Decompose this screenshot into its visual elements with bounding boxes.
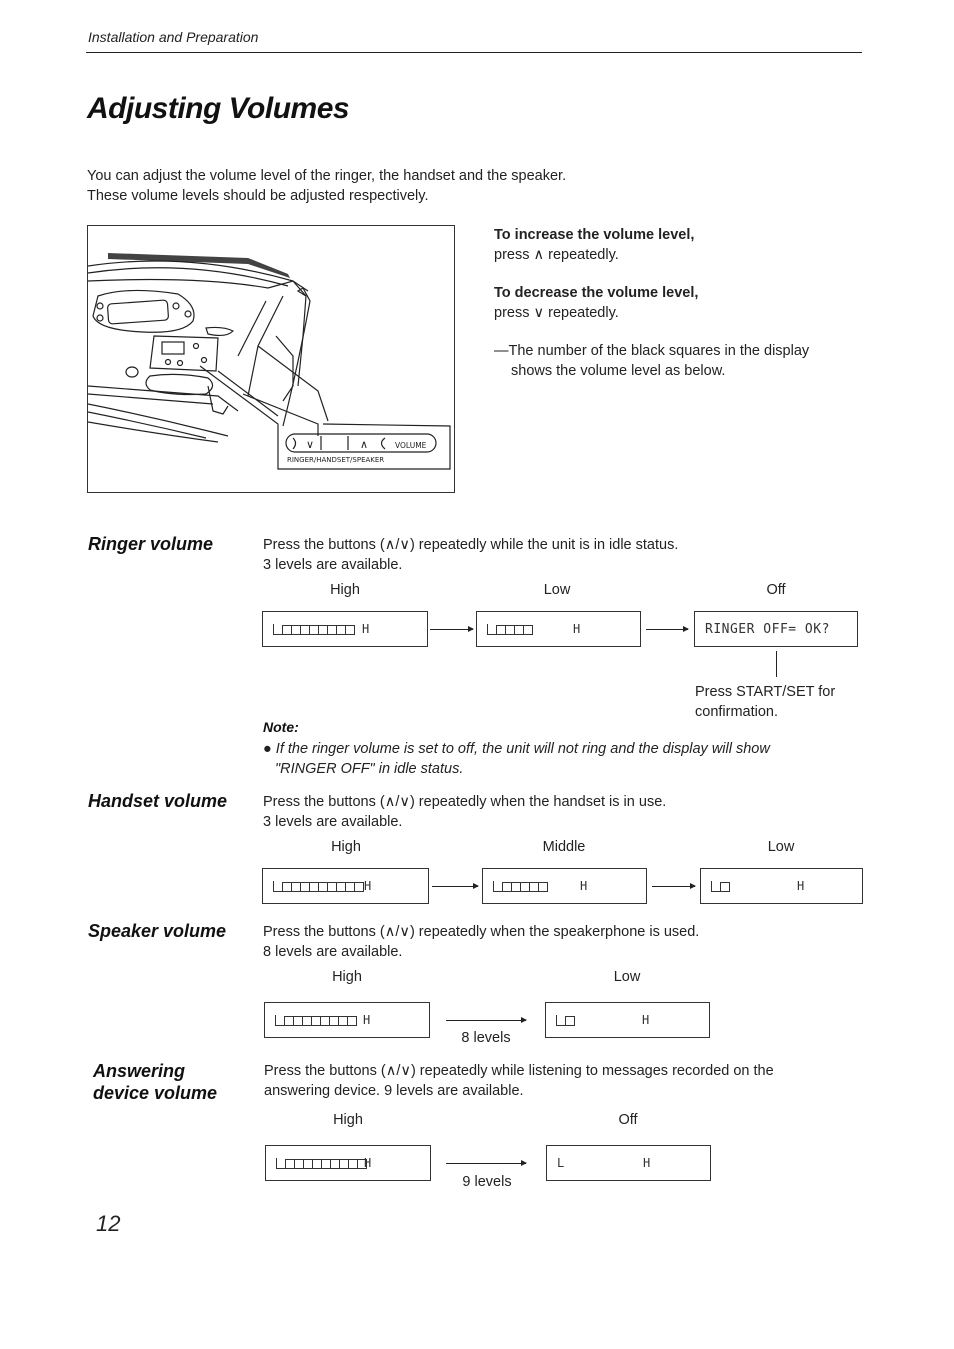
answering-line-2: answering device. 9 levels are available. — [264, 1082, 524, 1099]
answering-display-high — [265, 1145, 431, 1181]
ringer-display-low — [476, 611, 641, 647]
ringer-display-off — [694, 611, 858, 647]
speaker-label-low: Low — [613, 969, 641, 985]
page-number: 12 — [96, 1211, 121, 1236]
display-h: H — [643, 1156, 651, 1170]
handset-label-high: High — [331, 839, 361, 855]
arrow-icon — [446, 1020, 526, 1021]
note-line-2: "RINGER OFF" in idle status. — [275, 760, 464, 777]
answering-description — [264, 1062, 864, 1101]
answering-line-1: Press the buttons (∧/∨) repeatedly while listening to messages recorded on the — [264, 1063, 774, 1079]
decrease-title: To decrease the volume level, — [494, 285, 699, 301]
handset-display-middle — [482, 868, 647, 904]
arrow-icon — [432, 886, 478, 887]
speaker-label-high: High — [332, 969, 362, 985]
volume-bar — [556, 1013, 575, 1027]
handset-description — [263, 793, 863, 832]
increase-text: press ∧ repeatedly. — [494, 246, 619, 263]
speaker-line-1: Press the buttons (∧/∨) repeatedly when the speakerphone is used. — [263, 924, 700, 940]
answering-heading-line-2: device volume — [93, 1083, 218, 1103]
display-h: H — [362, 622, 370, 636]
volume-bar — [275, 1013, 357, 1027]
panel-caption: RINGER/HANDSET/SPEAKER — [287, 456, 385, 464]
answering-label-high: High — [333, 1112, 363, 1128]
running-header: Installation and Preparation — [88, 29, 259, 45]
ringer-off-text: RINGER OFF= OK? — [705, 622, 830, 637]
confirm-text — [695, 683, 835, 722]
answering-label-off: Off — [618, 1112, 638, 1128]
volume-bar — [273, 622, 355, 636]
note-line-1: ● If the ringer volume is set to off, the unit will not ring and the display will show — [263, 741, 770, 757]
speaker-heading: Speaker volume — [88, 921, 227, 941]
ringer-line-2: 3 levels are available. — [263, 556, 403, 573]
volume-instructions — [494, 226, 864, 381]
display-h: H — [797, 879, 805, 893]
speaker-display-low — [545, 1002, 710, 1038]
speaker-line-2: 8 levels are available. — [263, 943, 403, 960]
increase-title: To increase the volume level, — [494, 227, 695, 243]
ringer-label-low: Low — [543, 582, 571, 598]
speaker-display-high — [264, 1002, 430, 1038]
speaker-levels: 8 levels — [461, 1030, 511, 1046]
handset-heading: Handset volume — [88, 791, 228, 811]
volume-bar — [487, 622, 533, 636]
intro-line-2: These volume levels should be adjusted respectively. — [87, 187, 429, 204]
handset-display-low — [700, 868, 863, 904]
confirm-line-1: Press START/SET for — [695, 684, 836, 700]
volume-bar — [711, 879, 730, 893]
display-h: H — [642, 1013, 650, 1027]
display-h: H — [573, 622, 581, 636]
arrow-icon — [652, 886, 695, 887]
ringer-display-high — [262, 611, 428, 647]
handset-label-low: Low — [767, 839, 795, 855]
display-h: H — [363, 1013, 371, 1027]
handset-line-1: Press the buttons (∧/∨) repeatedly when the handset is in use. — [263, 794, 667, 810]
header-rule — [86, 52, 862, 53]
display-l: L — [557, 1156, 565, 1170]
ringer-heading: Ringer volume — [88, 534, 214, 554]
display-h: H — [364, 1156, 372, 1170]
connector-line — [776, 651, 777, 677]
answering-display-off — [546, 1145, 711, 1181]
confirm-line-2: confirmation. — [695, 703, 779, 720]
squares-line-1: —The number of the black squares in the display — [494, 343, 810, 359]
display-h: H — [580, 879, 588, 893]
note-body — [263, 740, 843, 779]
volume-bar — [276, 1156, 367, 1170]
intro-line-1: You can adjust the volume level of the ringer, the handset and the speaker. — [87, 168, 567, 184]
ringer-line-1: Press the buttons (∧/∨) repeatedly while the unit is in idle status. — [263, 537, 679, 553]
arrow-icon — [646, 629, 688, 630]
volume-bar — [493, 879, 548, 893]
volume-panel-label: VOLUME — [395, 441, 427, 450]
volume-bar — [273, 879, 364, 893]
answering-heading-line-1: Answering — [93, 1061, 186, 1081]
answering-levels: 9 levels — [462, 1174, 512, 1190]
speaker-description — [263, 923, 863, 962]
answering-heading — [93, 1060, 217, 1104]
ringer-label-high: High — [330, 582, 360, 598]
ringer-description — [263, 536, 863, 575]
page-title: Adjusting Volumes — [87, 92, 350, 125]
note-title: Note: — [263, 719, 299, 735]
fax-unit-illustration — [87, 225, 455, 493]
ringer-label-off: Off — [766, 582, 786, 598]
handset-line-2: 3 levels are available. — [263, 813, 403, 830]
handset-display-high — [262, 868, 429, 904]
intro-paragraph — [87, 167, 566, 206]
arrow-icon — [446, 1163, 526, 1164]
volume-up-key: ∧ — [359, 438, 369, 451]
handset-label-middle: Middle — [542, 839, 586, 855]
volume-down-key: ∨ — [305, 438, 315, 451]
display-h: H — [364, 879, 372, 893]
squares-line-2: shows the volume level as below. — [511, 362, 726, 379]
fax-unit-drawing — [88, 226, 455, 493]
arrow-icon — [430, 629, 473, 630]
decrease-text: press ∨ repeatedly. — [494, 304, 619, 321]
